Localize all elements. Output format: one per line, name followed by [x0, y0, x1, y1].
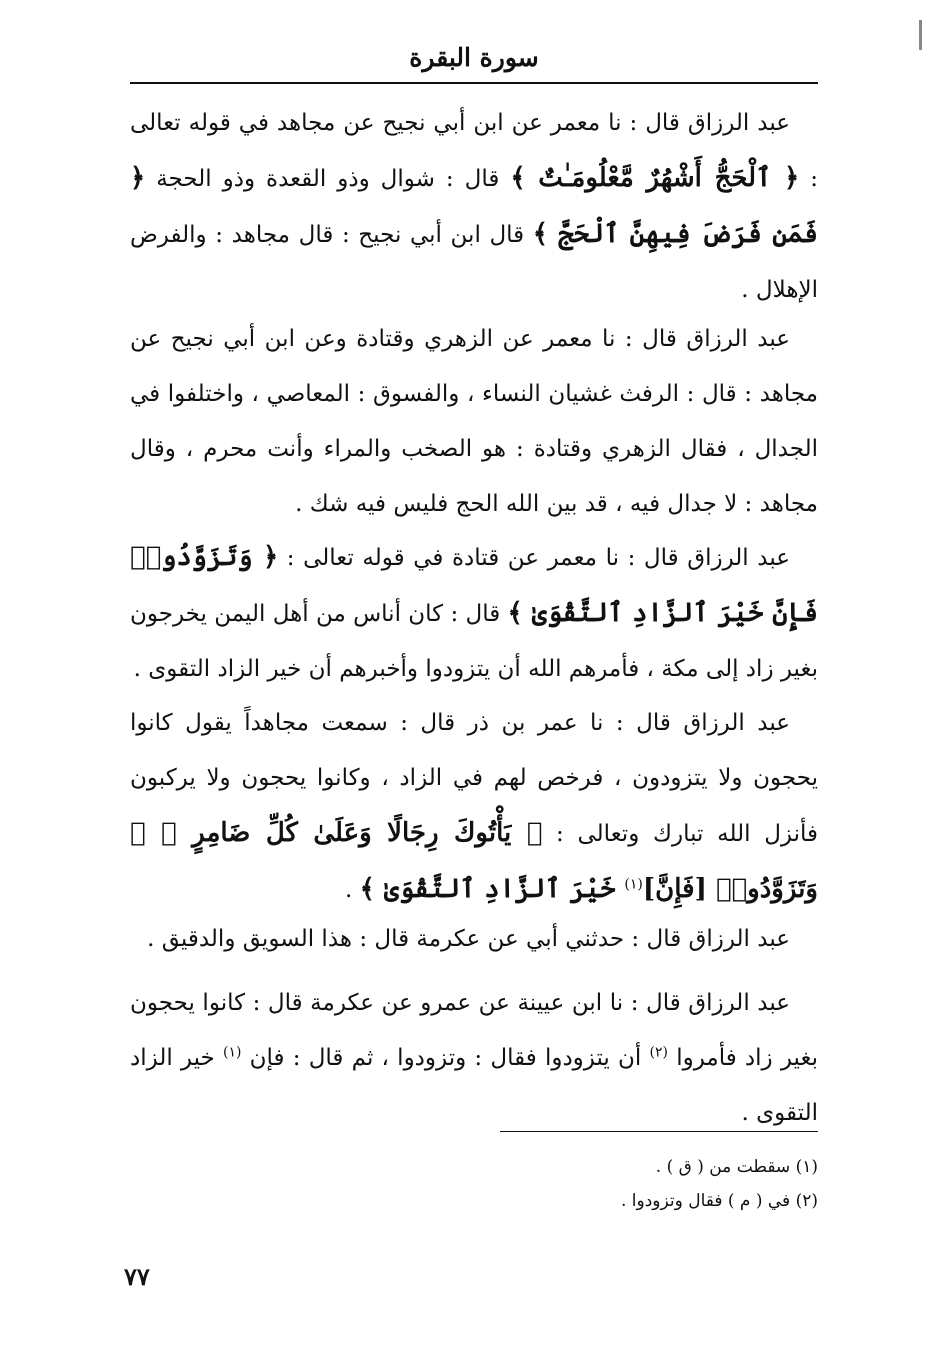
quran-verse: ﴿ يَأْتُوكَ رِجَالًا وَعَلَىٰ كُلِّ ضَامِرٍ ﴾ ﴿ وَتَزَوَّدُوا۟ [فَإِنَّ]: [130, 818, 818, 904]
paragraph-text: قال : كان أناس من أهل اليمن يخرجون بغير زاد إلى مكة ، فأمرهم الله أن يتزودوا وأخبرهم أن خير الزاد التقوى .: [130, 601, 818, 682]
paragraph-1: [130, 96, 818, 318]
paragraph-text: عبد الرزاق قال : نا معمر عن الزهري وقتادة وعن ابن أبي نجيح عن مجاهد : قال : الرفث غشيان النساء ، والفسوق : المعاصي ، واختلفوا في الجدال ، فقال الزهري وقتادة : هو الصخب والمراء وأنت محرم ، وقال مجاهد : لا جدال فيه ، قد بين الله الحج فليس فيه شك .: [130, 326, 818, 517]
footnote-ref: (١): [624, 876, 643, 893]
paragraph-text: عبد الرزاق قال : نا عمر بن ذر قال : سمعت مجاهداً يقول كانوا يحجون ولا يتزودون ، فرخص لهم في الزاد ، وكانوا يحجون ولا يركبون فأنزل الله تبارك وتعالى :: [130, 710, 819, 847]
page-edge-mark: [919, 20, 922, 50]
footnotes: [430, 1150, 818, 1218]
quran-verse: ﴿ ٱلْحَجُّ أَشْهُرٌ مَّعْلُومَـٰتٌ ﴾: [510, 163, 800, 193]
paragraph-text: عبد الرزاق قال : نا معمر عن قتادة في قوله تعالى :: [278, 545, 790, 571]
footnote-ref: (١): [222, 1044, 242, 1061]
paragraph-text: أن يتزودوا فقال : وتزودوا ، ثم قال : فإن: [241, 1045, 650, 1071]
paragraph-text: قال : شوال وذو القعدة وذو الحجة: [145, 166, 511, 192]
quran-verse: ﴿ فَمَن فَرَضَ فِيهِنَّ ٱلْحَجَّ ﴾: [130, 163, 818, 249]
paragraph-2: [130, 312, 818, 532]
paragraph-text: .: [345, 877, 360, 903]
paragraph-text: عبد الرزاق قال : نا معمر عن ابن أبي نجيح عن مجاهد في قوله تعالى :: [130, 110, 819, 192]
paragraph-6: [130, 976, 818, 1141]
paragraph-text: خير الزاد التقوى .: [130, 1045, 818, 1126]
paragraph-text: عبد الرزاق قال : حدثني أبي عن عكرمة قال : هذا السويق والدقيق .: [147, 926, 790, 952]
footnote-1: (١) سقطت من ( ق ) .: [655, 1157, 818, 1177]
quran-verse: ﴿ وَتَزَوَّدُوا۟ فَإِنَّ خَيْرَ ٱلزَّادِ ٱلتَّقْوَىٰ ﴾: [130, 542, 818, 628]
paragraph-text: عبد الرزاق قال : نا ابن عيينة عن عمرو عن عكرمة قال : كانوا يحجون بغير زاد فأمروا: [130, 990, 818, 1071]
footnote-divider: [500, 1131, 818, 1132]
footnote-ref: (٢): [649, 1044, 668, 1061]
paragraph-5: [130, 912, 818, 967]
paragraph-text: قال ابن أبي نجيح : قال مجاهد : والفرض الإهلال .: [130, 222, 818, 303]
paragraph-4: [130, 696, 818, 918]
paragraph-3: [130, 530, 818, 697]
quran-verse: خَيْرَ ٱلزَّادِ ٱلتَّقْوَىٰ ﴾: [359, 874, 625, 904]
footnote-2: (٢) في ( م ) فقال وتزودوا .: [620, 1191, 818, 1211]
running-head: سورة البقرة: [130, 38, 818, 84]
page-number: ٧٧: [124, 1262, 150, 1291]
